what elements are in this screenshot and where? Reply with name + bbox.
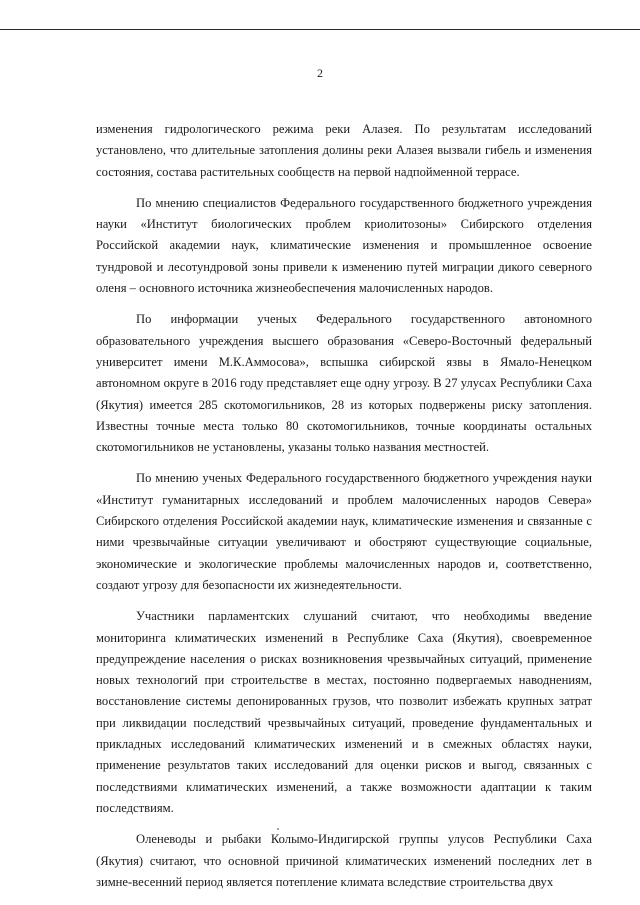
scan-top-edge-line [0, 29, 640, 30]
paragraph-university-anthrax: По информации ученых Федерального государственного автономного образовательного учреждения высшего образования «Северо-Восточный федеральный университет имени М.К.Аммосова», вспышка сибирской язвы в Ямало-Ненецком автономном округе в 2016 году представляет еще одну угрозу. В 27 улусах Республики Саха (Якутия) имеется 285 скотомогильников, 28 из которых подвержены риску затопления. Известны точные места только 80 скотомогильников, точные координаты остальных скотомогильников не установлены, указаны только названия местностей. [96, 312, 592, 455]
page-number: 2 [317, 66, 323, 80]
paragraph-humanitarian-institute: По мнению ученых Федерального государственного бюджетного учреждения науки «Институт гуманитарных исследований и проблем малочисленных народов Севера» Сибирского отделения Российской академии наук, климатические изменения и связанные с ними чрезвычайные ситуации увеличивают и обостряют существующие социальные, экономические и экологические проблемы малочисленных народов и, соответственно, создают угрозу для безопасности их жизнедеятельности. [96, 471, 592, 592]
paragraph-reindeer-herders: Оленеводы и рыбаки Колымо-Индигирской группы улусов Республики Саха (Якутия) считают, что основной причиной климатических изменений последних лет в зимне-весенний период является потепление климата вследствие строительства двух [96, 832, 592, 889]
paragraph-hearing-participants: Участники парламентских слушаний считают, что необходимы введение мониторинга климатических изменений в Республике Саха (Якутия), своевременное предупреждение населения о рисках возникновения чрезвычайных ситуаций, применение новых технологий при строительстве в местах, постоянно подвергаемых наводнениям, восстановление системы депонированных грузов, что позволит избежать крупных затрат при ликвидации последствий чрезвычайных ситуаций, проведение фундаментальных и прикладных исследований климатических изменений и в смежных областях науки, применение результатов таких исследований для оценки рисков и выгод, связанных с последствиями климатических изменений, а также возможности адаптации к таким последствиям. [96, 609, 592, 815]
document-body [96, 119, 592, 903]
paragraph-continued: изменения гидрологического режима реки Алазея. По результатам исследований установлено, что длительные затопления долины реки Алазея вызвали гибель и изменения состояния, состава растительных сообществ на первой надпойменной террасе. [96, 122, 592, 179]
scan-speck [277, 828, 279, 830]
paragraph-biological-institute: По мнению специалистов Федерального государственного бюджетного учреждения науки «Институт биологических проблем криолитозоны» Сибирского отделения Российской академии наук, климатические изменения и промышленное освоение тундровой и лесотундровой зоны привели к изменению путей миграции дикого северного оленя – основного источника жизнеобеспечения малочисленных народов. [96, 195, 592, 296]
